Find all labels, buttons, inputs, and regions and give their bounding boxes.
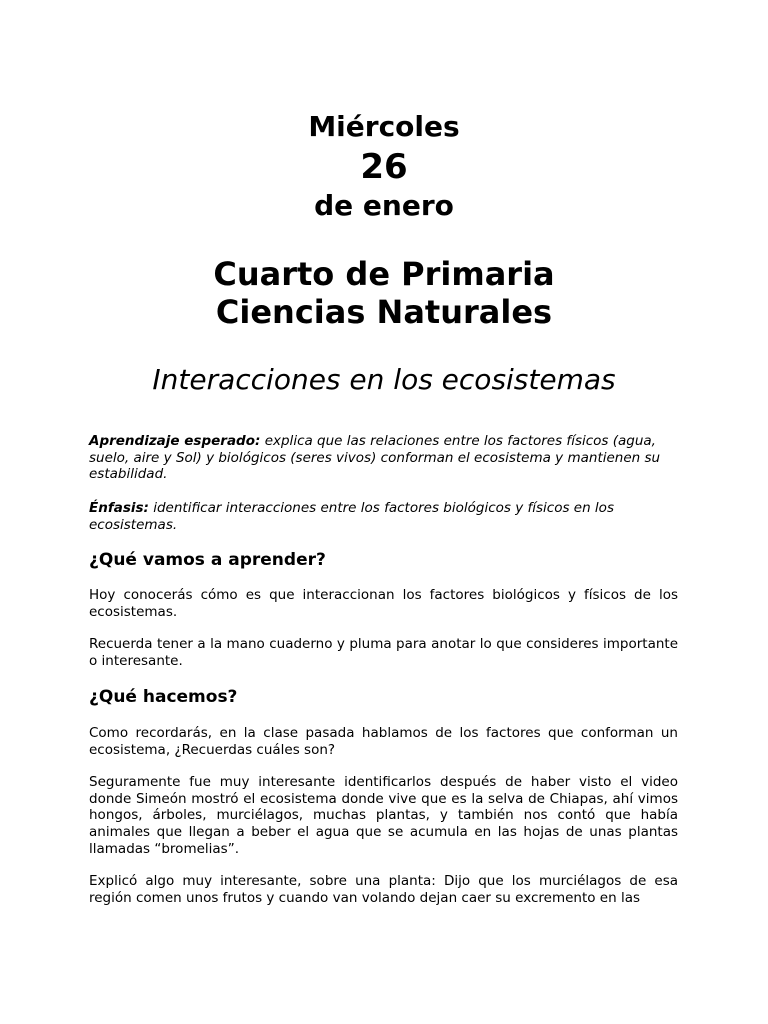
emphasis-paragraph [89,500,678,533]
section-heading-learn [89,549,678,571]
do-paragraph-3 [89,873,678,906]
do-paragraph-3-text: Explicó algo muy interesante, sobre una planta: Dijo que los murciélagos de esa región comen unos frutos y cuando van volando dejan caer su excremento en las [89,873,678,906]
section-heading-do [89,686,678,708]
learn-paragraph-2-text: Recuerda tener a la mano cuaderno y pluma para anotar lo que consideres importante o interesante. [89,636,678,669]
section-heading-do-text: ¿Qué hacemos? [89,687,238,707]
expected-learning-paragraph [89,433,678,483]
do-paragraph-2 [89,774,678,858]
learn-paragraph-1-text: Hoy conocerás cómo es que interaccionan los factores biológicos y físicos de los ecosistemas. [89,587,678,620]
do-paragraph-1 [89,725,678,758]
emphasis-text: identificar interacciones entre los factores biológicos y físicos en los ecosistemas. [89,500,614,533]
emphasis-label: Énfasis: [89,500,149,516]
date-month: de enero [314,189,454,222]
subject-title: Ciencias Naturales [215,293,553,331]
date-day-name: Miércoles [308,110,460,143]
section-heading-learn-text: ¿Qué vamos a aprender? [89,550,326,570]
date-day-number: 26 [360,147,408,187]
do-paragraph-1-text: Como recordarás, en la clase pasada hablamos de los factores que conforman un ecosistema, ¿Recuerdas cuáles son? [89,725,678,758]
learn-paragraph-2 [89,636,678,669]
lesson-topic: Interacciones en los ecosistemas [152,363,616,396]
learn-paragraph-1 [89,587,678,620]
grade-title: Cuarto de Primaria [213,255,555,293]
do-paragraph-2-text: Seguramente fue muy interesante identificarlos después de haber visto el video donde Simeón mostró el ecosistema donde vive que es la selva de Chiapas, ahí vimos hongos, árboles, murciélagos, muchas plantas, y también nos contó que había animales que llegan a beber el agua que se acumula en las hojas de unas plantas llamadas “bromelias”. [89,774,678,857]
expected-learning-label: Aprendizaje esperado: [89,433,261,449]
expected-learning-text: explica que las relaciones entre los factores físicos (agua, suelo, aire y Sol) y biológicos (seres vivos) conforman el ecosistema y mantienen su estabilidad. [89,433,661,483]
